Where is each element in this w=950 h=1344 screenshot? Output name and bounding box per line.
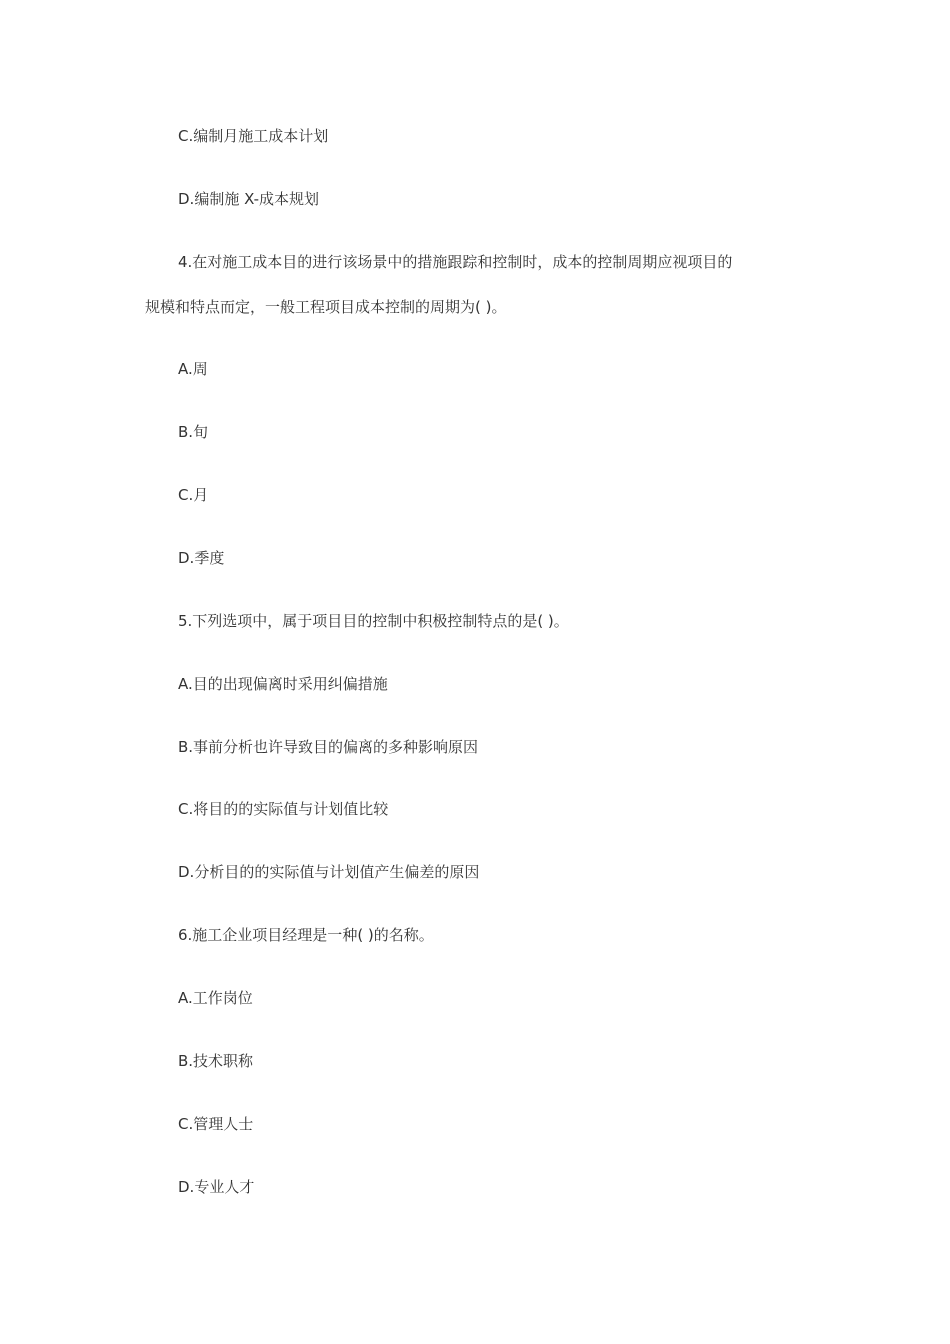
option-a-q5: A.目的出现偏离时采用纠偏措施 [178, 675, 388, 693]
option-a-q6: A.工作岗位 [178, 989, 253, 1007]
option-c-q4: C.月 [178, 486, 209, 504]
option-c-q5: C.将目的的实际值与计划值比较 [178, 800, 389, 818]
option-d-q6: D.专业人才 [178, 1178, 255, 1196]
option-b-q6: B.技术职称 [178, 1052, 254, 1070]
option-c-q6: C.管理人士 [178, 1115, 254, 1133]
option-b-q4: B.旬 [178, 423, 209, 441]
option-a-q4: A.周 [178, 360, 208, 378]
question-4-line-2: 规模和特点而定，一般工程项目成本控制的周期为( )。 [145, 298, 507, 316]
option-d-q5: D.分析目的的实际值与计划值产生偏差的原因 [178, 863, 480, 881]
option-b-q5: B.事前分析也许导致目的偏离的多种影响原因 [178, 738, 479, 756]
option-c-q3: C.编制月施工成本计划 [178, 127, 329, 145]
question-4-line-1: 4.在对施工成本目的进行该场景中的措施跟踪和控制时，成本的控制周期应视项目的 [178, 253, 733, 271]
question-6: 6.施工企业项目经理是一种( )的名称。 [178, 926, 434, 944]
option-d-q3: D.编制施 X-成本规划 [178, 190, 320, 208]
question-5: 5.下列选项中，属于项目目的控制中积极控制特点的是( )。 [178, 612, 569, 630]
option-d-q4: D.季度 [178, 549, 225, 567]
